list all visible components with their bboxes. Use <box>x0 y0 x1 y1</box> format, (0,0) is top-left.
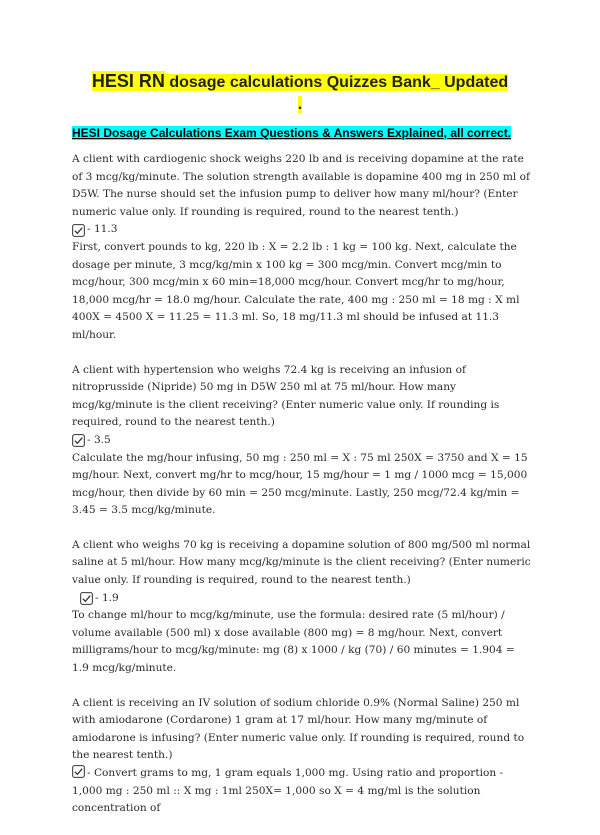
answer-line <box>72 590 534 608</box>
question-text: A client with cardiogenic shock weighs 220 lb and is receiving dopamine at the rate of 3 mcg/kg/minute. The solution strength available is dopamine 400 mg in 250 ml of D5W. The nurse should set the infusion pump to deliver how many ml/hour? (Enter numeric value only. If rounding is required, round to the nearest tenth.) <box>72 153 530 218</box>
checkbox-checked-icon <box>72 765 85 778</box>
explanation-text: To change ml/hour to mcg/kg/minute, use the formula: desired rate (5 ml/hour) / volume available (500 ml) x dose available (800 mg) = 8 mg/hour. Next, convert milligrams/hour to mcg/kg/minute: mg (8) x 1000 / kg (70) / 60 minutes = 1.904 = 1.9 mcg/kg/minute. <box>72 609 515 675</box>
answer-text: - 1.9 <box>95 591 119 604</box>
answer-text: - 11.3 <box>87 223 118 236</box>
explanation-text: First, convert pounds to kg, 220 lb : X = 2.2 lb : 1 kg = 100 kg. Next, calculate the dosage per minute, 3 mcg/kg/min x 100 kg = 300 mcg/min. Convert mcg/min to mcg/hour, 300 mcg/min x 60 min=18,000 mcg/hour. Convert mcg/hr to mg/hour, 18,000 mcg/hr = 18.0 mg/hour. Calculate the rate, 400 mg : 250 ml = 18 mg : X ml 400X = 4500 X = 11.25 = 11.3 ml. So, 18 mg/11.3 ml should be infused at 11.3 ml/hour. <box>72 240 520 341</box>
checkbox-checked-icon <box>72 224 85 237</box>
document-body <box>72 151 534 835</box>
answer-line <box>72 765 534 818</box>
answer-line <box>72 221 534 239</box>
page-subtitle: HESI Dosage Calculations Exam Questions & Answers Explained, all correct. <box>72 126 512 140</box>
answer-line <box>72 432 534 450</box>
question-block-4 <box>72 695 534 818</box>
question-text: A client who weighs 70 kg is receiving a dopamine solution of 800 mg/500 ml normal saline at 5 ml/hour. How many mcg/kg/minute is the client receiving? (Enter numeric value only. If rounding is required, round to the nearest tenth.) <box>72 538 531 587</box>
page-title <box>60 70 540 116</box>
checkbox-checked-icon <box>72 434 85 447</box>
question-block-1 <box>72 151 534 345</box>
title-rest: dosage calculations Quizzes Bank_ Updated <box>164 74 509 91</box>
question-block-3 <box>72 537 534 678</box>
question-text: A client is receiving an IV solution of sodium chloride 0.9% (Normal Saline) 250 ml with amiodarone (Cordarone) 1 gram at 17 ml/hour. How many mg/minute of amiodarone is infusing? (Enter numeric value only. If rounding is required, round to the nearest tenth.) <box>72 696 525 762</box>
checkbox-checked-icon <box>80 592 93 605</box>
title-tail: . <box>297 96 303 113</box>
answer-text: - 3.5 <box>87 433 111 446</box>
explanation-text: Calculate the mg/hour infusing, 50 mg : 250 ml = X : 75 ml 250X = 3750 and X = 15 mg/hour. Next, convert mg/hr to mcg/hour, 15 mg/hour = 1 mg / 1000 mcg = 15,000 mcg/hour, then divide by 60 min = 250 mcg/minute. Lastly, 250 mcg/72.4 kg/min = 3.45 = 3.5 mcg/kg/minute. <box>72 451 528 517</box>
question-text: A client with hypertension who weighs 72.4 kg is receiving an infusion of nitroprusside (Nipride) 50 mg in D5W 250 ml at 75 ml/hour. How many mcg/kg/minute is the client receiving? (Enter numeric value only. If rounding is required, round to the nearest tenth.) <box>72 363 500 429</box>
question-block-2 <box>72 362 534 520</box>
title-bold: HESI RN <box>91 71 165 91</box>
answer-text: - Convert grams to mg, 1 gram equals 1,000 mg. Using ratio and proportion - 1,000 mg : 250 ml :: X mg : 1ml 250X= 1,000 so X = 4 mg/ml is the solution concentration of <box>72 767 504 815</box>
